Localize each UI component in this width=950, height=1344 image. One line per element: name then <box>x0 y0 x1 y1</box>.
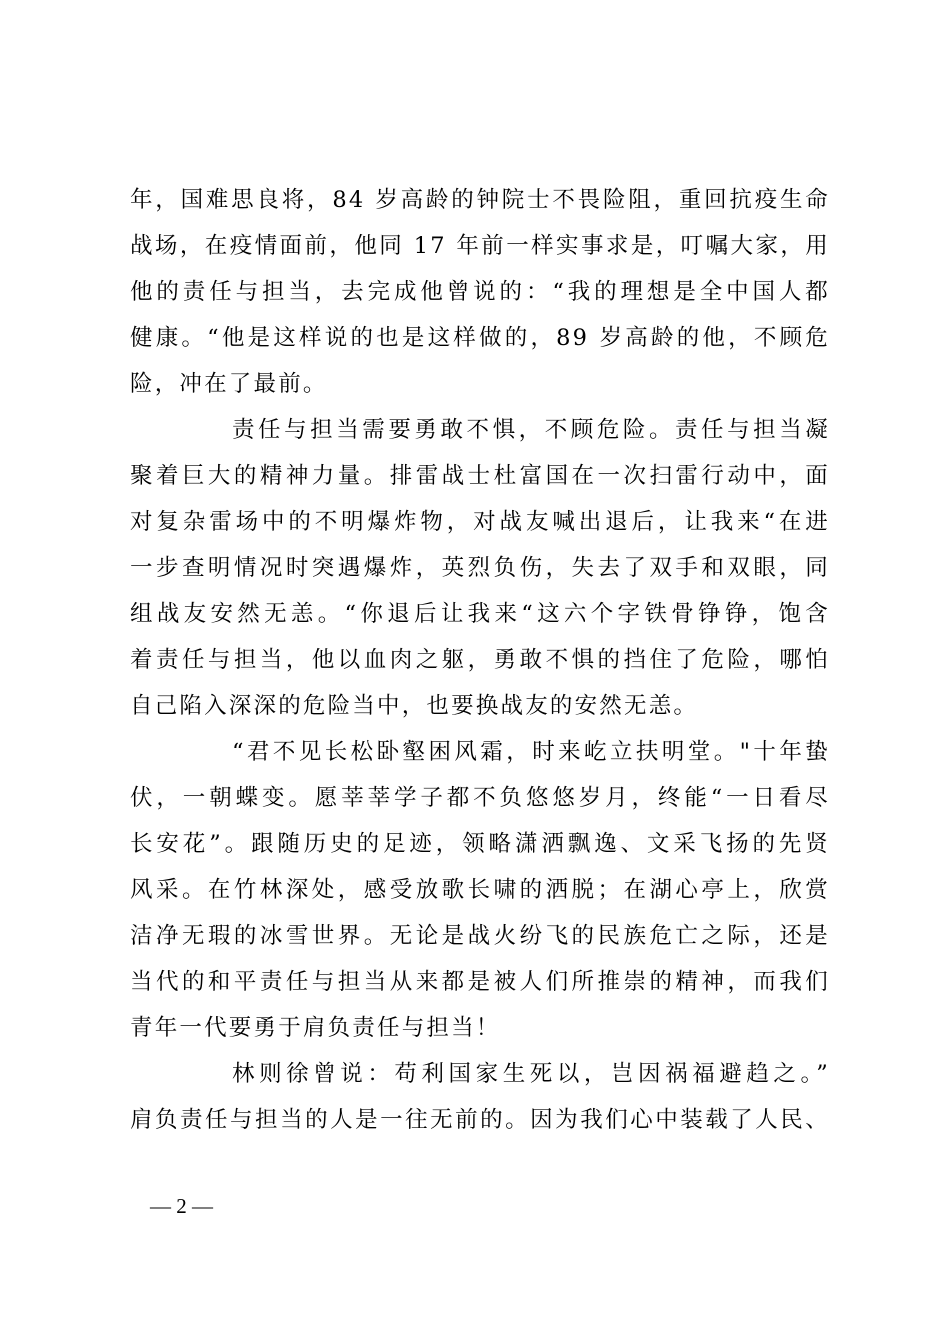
text-line: 肩负责任与担当的人是一往无前的。因为我们心中装载了人民、 <box>130 1107 830 1133</box>
text-line: 组战友安然无恙。“你退后让我来“这六个字铁骨铮铮，饱含 <box>130 601 830 627</box>
text-line: 他的责任与担当，去完成他曾说的：“我的理想是全中国人都 <box>130 279 830 305</box>
paragraph-first-line: 林则徐曾说：苟利国家生死以，岂因祸福避趋之。” <box>232 1061 830 1087</box>
paragraph-first-line: 责任与担当需要勇敢不惧，不顾危险。责任与担当凝 <box>232 417 830 443</box>
paragraph-first-line: “君不见长松卧壑困风霜，时来屹立扶明堂。"十年蛰 <box>232 739 830 765</box>
text-line: 长安花”。跟随历史的足迹，领略潇洒飘逸、文采飞扬的先贤 <box>130 831 830 857</box>
text-line: 健康。“他是这样说的也是这样做的，89 岁高龄的他，不顾危 <box>130 325 830 351</box>
text-line: 青年一代要勇于肩负责任与担当！ <box>130 1015 501 1041</box>
text-line: 着责任与担当，他以血肉之躯，勇敢不惧的挡住了危险，哪怕 <box>130 647 830 673</box>
text-line: 伏，一朝蝶变。愿莘莘学子都不负悠悠岁月，终能“一日看尽 <box>130 785 830 811</box>
text-line: 风采。在竹林深处，感受放歌长啸的洒脱；在湖心亭上，欣赏 <box>130 877 830 903</box>
text-line: 险，冲在了最前。 <box>130 371 328 397</box>
text-line: 一步查明情况时突遇爆炸，英烈负伤，失去了双手和双眼，同 <box>130 555 830 581</box>
text-line: 对复杂雷场中的不明爆炸物，对战友喊出退后，让我来“在进 <box>130 509 830 535</box>
text-line: 聚着巨大的精神力量。排雷战士杜富国在一次扫雷行动中，面 <box>130 463 830 489</box>
text-line: 自己陷入深深的危险当中，也要换战友的安然无恙。 <box>130 693 699 719</box>
text-line: 战场，在疫情面前，他同 17 年前一样实事求是，叮嘱大家，用 <box>130 233 830 259</box>
text-line: 当代的和平责任与担当从来都是被人们所推崇的精神，而我们 <box>130 969 830 995</box>
text-line: 年，国难思良将，84 岁高龄的钟院士不畏险阻，重回抗疫生命 <box>130 187 830 213</box>
page-number: — 2 — <box>150 1194 213 1218</box>
text-line: 洁净无瑕的冰雪世界。无论是战火纷飞的民族危亡之际，还是 <box>130 923 830 949</box>
